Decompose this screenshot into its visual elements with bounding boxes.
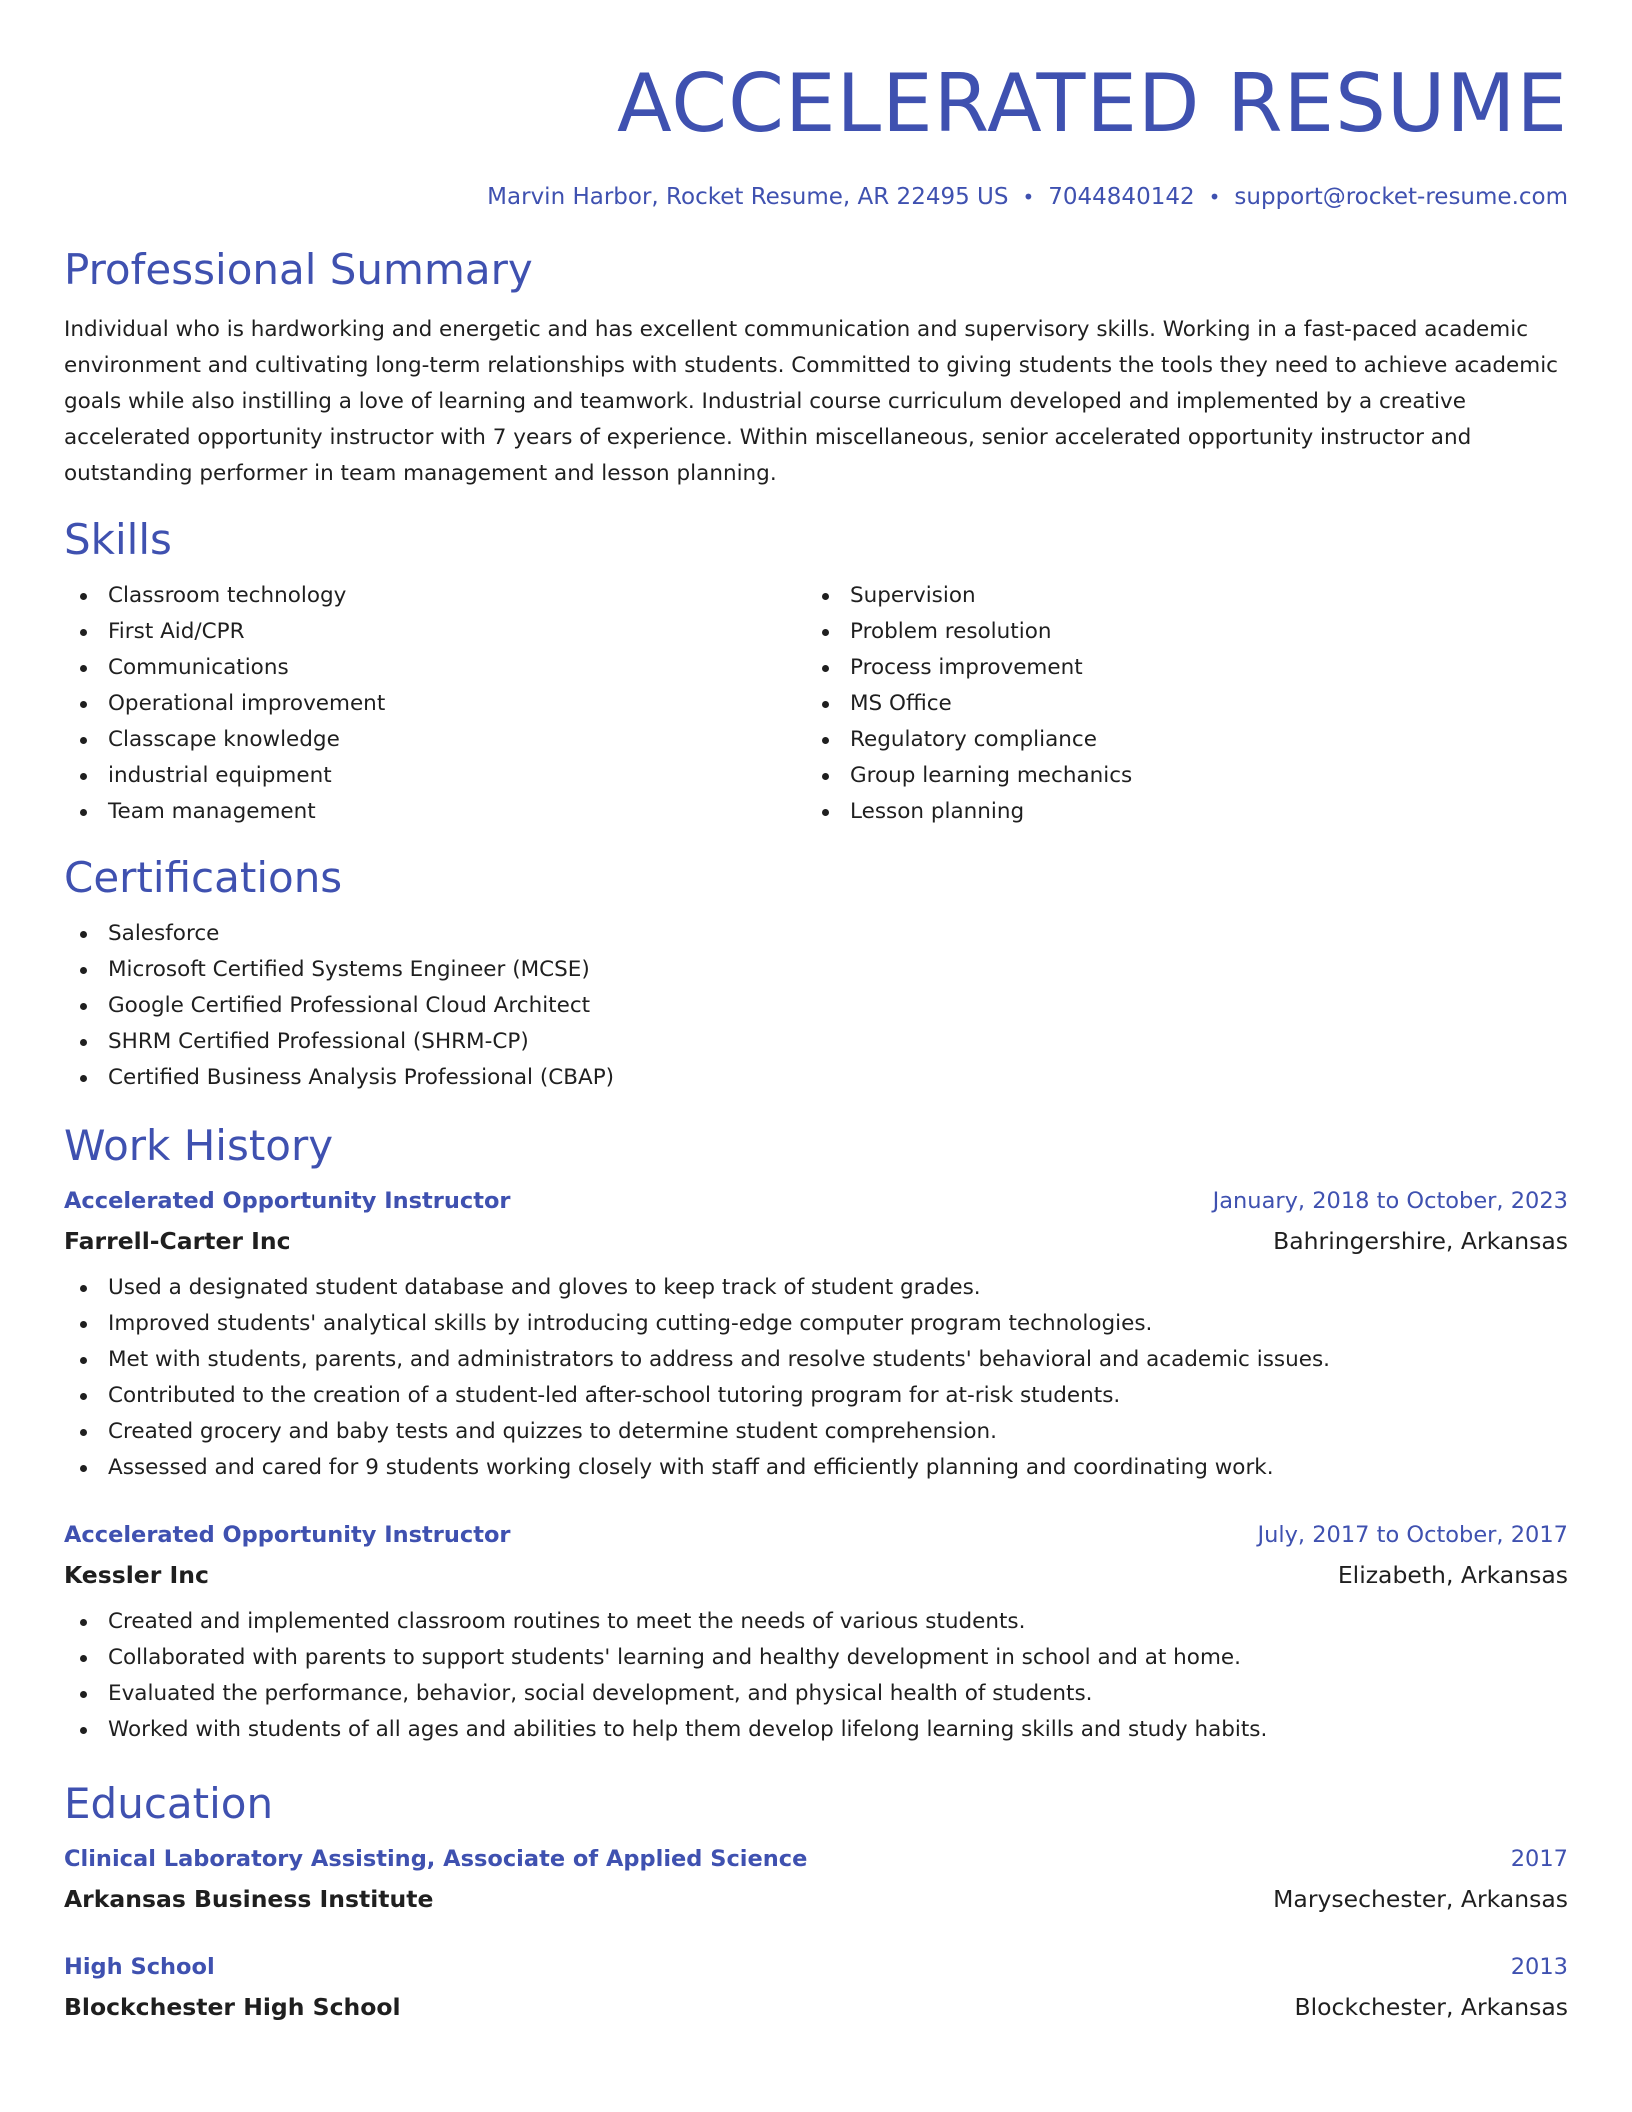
job-entry: [64, 1520, 1568, 1748]
job-title: Accelerated Opportunity Instructor: [64, 1522, 511, 1548]
certifications-section: [64, 852, 1568, 1096]
education-location: Marysechester, Arkansas: [1273, 1885, 1568, 1913]
contact-separator: •: [1022, 185, 1035, 209]
skill-item: Team management: [64, 794, 806, 830]
job-company: Kessler Inc: [64, 1561, 209, 1589]
education-school-row: [64, 1992, 1568, 2022]
education-school: Arkansas Business Institute: [64, 1885, 434, 1913]
skill-item: industrial equipment: [64, 758, 806, 794]
job-title: Accelerated Opportunity Instructor: [64, 1188, 511, 1214]
skill-item: Communications: [64, 650, 806, 686]
certification-item: Google Certified Professional Cloud Architect: [64, 988, 1568, 1024]
section-title-work-history: Work History: [64, 1121, 334, 1170]
section-title-summary: Professional Summary: [64, 245, 533, 294]
job-title-row: [64, 1520, 1568, 1550]
contact-separator: •: [1208, 185, 1221, 209]
job-company-row: [64, 1226, 1568, 1256]
job-duties-list: [64, 1270, 1568, 1486]
education-school-row: [64, 1884, 1568, 1914]
resume-header: [64, 0, 1568, 212]
job-location: Elizabeth, Arkansas: [1337, 1561, 1568, 1589]
skills-column-right: [806, 578, 1548, 830]
education-location: Blockchester, Arkansas: [1294, 1993, 1568, 2021]
skill-item: Lesson planning: [806, 794, 1548, 830]
job-duty-item: Assessed and cared for 9 students working closely with staff and efficiently planning and coordinating work.: [64, 1450, 1568, 1486]
skill-item: Classroom technology: [64, 578, 806, 614]
contact-address: Marvin Harbor, Rocket Resume, AR 22495 US: [487, 184, 1009, 210]
job-title-row: [64, 1186, 1568, 1216]
education-school: Blockchester High School: [64, 1993, 401, 2021]
education-degree-row: [64, 1844, 1568, 1874]
certification-item: Microsoft Certified Systems Engineer (MCSE): [64, 952, 1568, 988]
job-duty-item: Created grocery and baby tests and quizzes to determine student comprehension.: [64, 1414, 1568, 1450]
education-entry: [64, 1952, 1568, 2022]
skills-list-left: [64, 578, 806, 830]
skill-item: Problem resolution: [806, 614, 1548, 650]
contact-line: [64, 182, 1568, 212]
skills-columns: [64, 578, 1568, 830]
job-dates: January, 2018 to October, 2023: [1212, 1188, 1568, 1214]
candidate-name: ACCELERATED RESUME: [616, 57, 1568, 150]
job-company-row: [64, 1560, 1568, 1590]
skill-item: First Aid/CPR: [64, 614, 806, 650]
education-year: 2017: [1510, 1846, 1568, 1872]
education-degree-row: [64, 1952, 1568, 1982]
job-duty-item: Created and implemented classroom routines to meet the needs of various students.: [64, 1604, 1568, 1640]
education-entry: [64, 1844, 1568, 1914]
job-duty-item: Collaborated with parents to support students' learning and healthy development in school and at home.: [64, 1640, 1568, 1676]
section-title-education: Education: [64, 1779, 274, 1828]
education-degree: High School: [64, 1954, 215, 1980]
skill-item: Process improvement: [806, 650, 1548, 686]
skills-column-left: [64, 578, 806, 830]
certification-item: SHRM Certified Professional (SHRM-CP): [64, 1024, 1568, 1060]
skill-item: MS Office: [806, 686, 1548, 722]
job-duty-item: Evaluated the performance, behavior, social development, and physical health of students.: [64, 1676, 1568, 1712]
section-title-skills: Skills: [64, 515, 172, 564]
skill-item: Supervision: [806, 578, 1548, 614]
work-history-section: [64, 1120, 1568, 1748]
certification-item: Certified Business Analysis Professional (CBAP): [64, 1060, 1568, 1096]
skills-section: [64, 514, 1568, 830]
job-duty-item: Contributed to the creation of a student-led after-school tutoring program for at-risk students.: [64, 1378, 1568, 1414]
job-location: Bahringershire, Arkansas: [1273, 1227, 1568, 1255]
skill-item: Classcape knowledge: [64, 722, 806, 758]
skill-item: Group learning mechanics: [806, 758, 1548, 794]
job-entry: [64, 1186, 1568, 1486]
summary-section: [64, 244, 1568, 492]
contact-phone: 7044840142: [1048, 184, 1195, 210]
education-year: 2013: [1510, 1954, 1568, 1980]
skills-list-right: [806, 578, 1548, 830]
summary-text: Individual who is hardworking and energetic and has excellent communication and supervisory skills. Working in a fast-paced academic environment and cultivating long-term relationships with students. Committed to giving students the tools they need to achieve academic goals while also instilling a love of learning and teamwork. Industrial course curriculum developed and implemented by a creative accelerated opportunity instructor with 7 years of experience. Within miscellaneous, senior accelerated opportunity instructor and outstanding performer in team management and lesson planning.: [64, 317, 1558, 486]
skill-item: Regulatory compliance: [806, 722, 1548, 758]
education-section: [64, 1778, 1568, 2022]
certification-item: Salesforce: [64, 916, 1568, 952]
contact-email: support@rocket-resume.com: [1234, 184, 1568, 210]
section-title-certifications: Certifications: [64, 853, 343, 902]
education-degree: Clinical Laboratory Assisting, Associate of Applied Science: [64, 1846, 808, 1872]
job-duties-list: [64, 1604, 1568, 1748]
certifications-list: [64, 916, 1568, 1096]
job-duty-item: Worked with students of all ages and abilities to help them develop lifelong learning skills and study habits.: [64, 1712, 1568, 1748]
skill-item: Operational improvement: [64, 686, 806, 722]
job-dates: July, 2017 to October, 2017: [1257, 1522, 1568, 1548]
job-company: Farrell-Carter Inc: [64, 1227, 291, 1255]
job-duty-item: Improved students' analytical skills by introducing cutting-edge computer program technologies.: [64, 1306, 1568, 1342]
job-duty-item: Met with students, parents, and administrators to address and resolve students' behavioral and academic issues.: [64, 1342, 1568, 1378]
job-duty-item: Used a designated student database and gloves to keep track of student grades.: [64, 1270, 1568, 1306]
